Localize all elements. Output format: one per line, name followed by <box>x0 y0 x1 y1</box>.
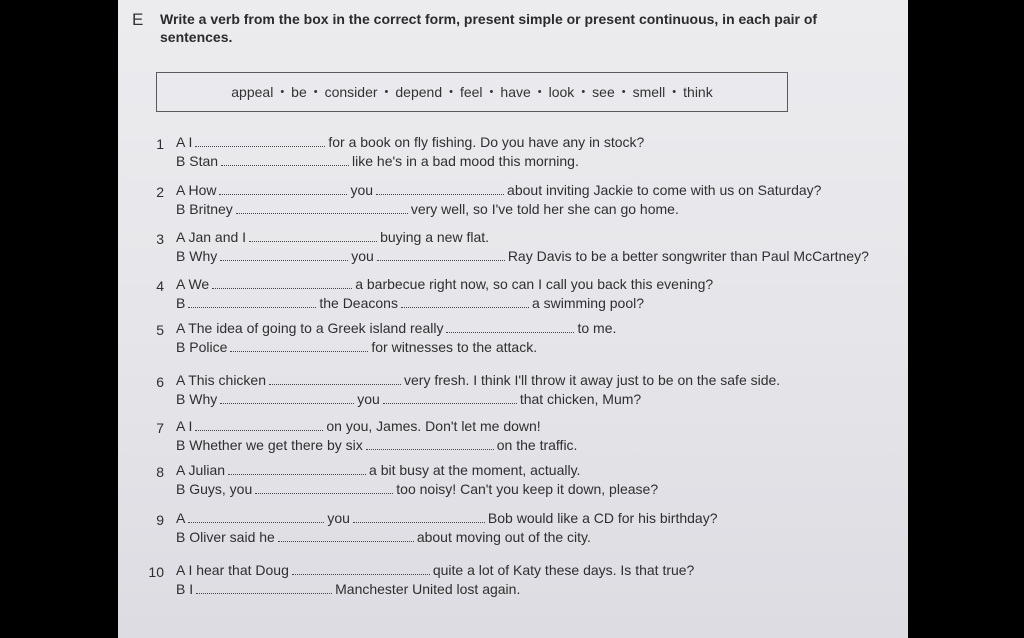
sentence-text: B Police <box>176 339 228 355</box>
bullet-separator: • <box>581 86 586 98</box>
item-number: 4 <box>156 278 164 294</box>
sentence-text: like he's in a bad mood this morning. <box>352 153 579 169</box>
answer-blank[interactable] <box>188 295 316 308</box>
word-box-verb: see <box>592 84 615 100</box>
sentence-text: A How <box>176 182 217 198</box>
answer-blank[interactable] <box>353 510 485 523</box>
sentence-text: A This chicken <box>176 372 267 388</box>
sentence-text: Manchester United lost again. <box>335 581 521 597</box>
sentence-a <box>176 418 541 434</box>
sentence-text: buying a new flat. <box>380 229 490 245</box>
sentence-text: you <box>327 510 350 526</box>
sentence-text: very fresh. I think I'll throw it away just to be on the safe side. <box>404 372 781 388</box>
sentence-text: A I <box>176 134 193 150</box>
sentence-b <box>176 201 679 217</box>
bullet-separator: • <box>621 86 626 98</box>
sentence-text: about moving out of the city. <box>416 529 591 545</box>
item-number: 6 <box>156 374 164 390</box>
item-number: 1 <box>156 136 164 152</box>
word-box-verb: feel <box>459 84 483 100</box>
answer-blank[interactable] <box>236 201 408 214</box>
bullet-separator: • <box>489 86 494 98</box>
answer-blank[interactable] <box>446 320 574 333</box>
answer-blank[interactable] <box>219 182 347 195</box>
answer-blank[interactable] <box>278 529 414 542</box>
sentence-text: A Julian <box>176 462 226 478</box>
word-box-verb: appeal <box>231 84 274 100</box>
item-number: 2 <box>156 184 164 200</box>
sentence-a <box>176 562 694 578</box>
answer-blank[interactable] <box>255 481 393 494</box>
item-number: 3 <box>156 231 164 247</box>
answer-blank[interactable] <box>383 391 517 404</box>
item-number: 8 <box>156 464 164 480</box>
bullet-separator: • <box>280 86 285 98</box>
word-box-verb: look <box>548 84 575 100</box>
sentence-text: the Deacons <box>319 295 398 311</box>
item-number: 10 <box>148 564 164 580</box>
sentence-text: a barbecue right now, so can I call you back this evening? <box>355 276 714 292</box>
sentence-b <box>176 581 520 597</box>
verb-word-box <box>156 72 788 112</box>
answer-blank[interactable] <box>220 391 354 404</box>
answer-blank[interactable] <box>230 339 368 352</box>
answer-blank[interactable] <box>269 372 401 385</box>
sentence-a <box>176 182 821 198</box>
item-number: 5 <box>156 322 164 338</box>
word-box-verb: depend <box>395 84 443 100</box>
sentence-text: on the traffic. <box>496 437 578 453</box>
sentence-b <box>176 248 869 264</box>
answer-blank[interactable] <box>377 248 505 261</box>
sentence-text: about inviting Jackie to come with us on Saturday? <box>507 182 822 198</box>
sentence-text: to me. <box>577 320 617 336</box>
answer-blank[interactable] <box>376 182 504 195</box>
sentence-text: on you, James. Don't let me down! <box>326 418 541 434</box>
word-box-verb: consider <box>324 84 378 100</box>
sentence-text: A Jan and I <box>176 229 247 245</box>
bullet-separator: • <box>313 86 318 98</box>
sentence-text: A I hear that Doug <box>176 562 289 578</box>
sentence-text: B Whether we get there by six <box>176 437 363 453</box>
sentence-a <box>176 510 717 526</box>
sentence-text: A The idea of going to a Greek island really <box>176 320 444 336</box>
sentence-text: you <box>357 391 380 407</box>
sentence-b <box>176 437 577 453</box>
word-box-verb: be <box>291 84 307 100</box>
answer-blank[interactable] <box>292 562 430 575</box>
sentence-text: B Britney <box>176 201 233 217</box>
sentence-text: quite a lot of Katy these days. Is that true? <box>432 562 695 578</box>
item-number: 7 <box>156 420 164 436</box>
sentence-text: B Stan <box>176 153 219 169</box>
answer-blank[interactable] <box>228 462 366 475</box>
sentence-text: B Guys, you <box>176 481 253 497</box>
sentence-text: Bob would like a CD for his birthday? <box>487 510 718 526</box>
sentence-b <box>176 339 537 355</box>
sentence-text: for a book on fly fishing. Do you have any in stock? <box>328 134 645 150</box>
answer-blank[interactable] <box>212 276 352 289</box>
sentence-text: B Why <box>176 248 218 264</box>
sentence-text: a bit busy at the moment, actually. <box>369 462 581 478</box>
answer-blank[interactable] <box>220 248 348 261</box>
sentence-b <box>176 481 658 497</box>
sentence-text: for witnesses to the attack. <box>371 339 538 355</box>
sentence-text: too noisy! Can't you keep it down, please? <box>396 481 659 497</box>
answer-blank[interactable] <box>249 229 377 242</box>
answer-blank[interactable] <box>221 153 349 166</box>
sentence-text: very well, so I've told her she can go home. <box>410 201 679 217</box>
sentence-a <box>176 229 489 245</box>
bullet-separator: • <box>672 86 677 98</box>
sentence-a <box>176 276 713 292</box>
sentence-b <box>176 295 644 311</box>
sentence-text: that chicken, Mum? <box>519 391 642 407</box>
sentence-b <box>176 529 591 545</box>
answer-blank[interactable] <box>196 581 332 594</box>
sentence-text: a swimming pool? <box>531 295 645 311</box>
sentence-a <box>176 134 644 150</box>
exercise-letter: E <box>132 10 144 29</box>
exercise-instruction: Write a verb from the box in the correct form, present simple or present continuous, in each pair of sentences. <box>160 11 818 45</box>
bullet-separator: • <box>384 86 389 98</box>
sentence-text: you <box>350 182 374 198</box>
answer-blank[interactable] <box>401 295 529 308</box>
textbook-page <box>118 0 908 638</box>
sentence-text: B <box>176 295 186 311</box>
answer-blank[interactable] <box>366 437 494 450</box>
sentence-b <box>176 391 641 407</box>
answer-blank[interactable] <box>188 510 324 523</box>
sentence-text: B Oliver said he <box>176 529 275 545</box>
answer-blank[interactable] <box>195 418 323 431</box>
word-box-verb: think <box>683 84 713 100</box>
sentence-text: Ray Davis to be a better songwriter than Paul McCartney? <box>507 248 869 264</box>
sentence-text: A We <box>176 276 210 292</box>
sentence-text: B Why <box>176 391 218 407</box>
sentence-a <box>176 372 780 388</box>
sentence-text: you <box>351 248 374 264</box>
sentence-b <box>176 153 579 169</box>
word-box-verb: smell <box>632 84 666 100</box>
item-number: 9 <box>156 512 164 528</box>
bullet-separator: • <box>449 86 453 98</box>
answer-blank[interactable] <box>195 134 325 147</box>
sentence-text: B I <box>176 581 194 597</box>
sentence-a <box>176 320 616 336</box>
bullet-separator: • <box>537 86 542 98</box>
word-box-verb: have <box>500 84 531 100</box>
sentence-text: A I <box>176 418 193 434</box>
sentence-a <box>176 462 580 478</box>
sentence-text: A <box>176 510 186 526</box>
